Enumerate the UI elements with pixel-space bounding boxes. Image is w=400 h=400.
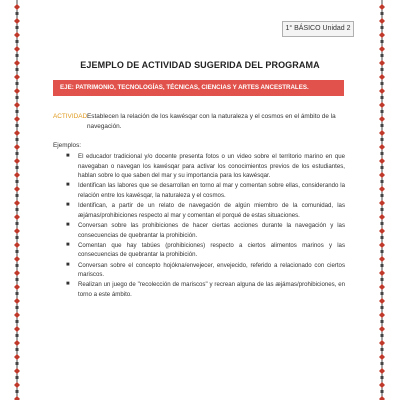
bullet-icon: ■ bbox=[66, 281, 70, 288]
bullet-icon: ■ bbox=[66, 153, 70, 159]
list-item: ■ Identifican las labores que se desarrollan en torno al mar y comentan sobre ellas, considerando la relación entre los kawésqar, la naturaleza y el cosmos. bbox=[66, 182, 345, 199]
list-item: ■ Conversan sobre las prohibiciones de hacer ciertas acciones durante la navegación y las consecuencias de quebrantar la prohibición. bbox=[66, 221, 345, 239]
activity-label: ACTIVIDAD: bbox=[53, 113, 89, 120]
examples-list bbox=[55, 152, 345, 300]
examples-label: Ejemplos: bbox=[53, 142, 82, 149]
list-item: ■ Identifican, a partir de un relato de navegación de algún miembro de la comunidad, las æjámas/prohibiciones respecto al mar y comentan el porqué de estas situaciones. bbox=[66, 202, 345, 219]
activity-block bbox=[53, 112, 353, 132]
bullet-icon: ■ bbox=[66, 182, 70, 189]
list-item: ■ Conversan sobre el concepto hojókna/envejecer, envejecido, referido a relacionado con ciertos mariscos. bbox=[66, 261, 345, 279]
page-title: EJEMPLO DE ACTIVIDAD SUGERIDA DEL PROGRAMA bbox=[80, 60, 320, 70]
eje-banner: EJE: PATRIMONIO, TECNOLOGÍAS, TÉCNICAS, CIENCIAS Y ARTES ANCESTRALES. bbox=[53, 80, 344, 96]
grade-unit-badge: 1° BÁSICO Unidad 2 bbox=[282, 21, 354, 37]
list-item: ■ Comentan que hay tabúes (prohibiciones) respecto a ciertos alimentos marinos y las consecuencias de quebrantar la prohibición. bbox=[66, 241, 345, 259]
bullet-icon: ■ bbox=[66, 241, 70, 248]
activity-text: Establecen la relación de los kawésqar con la naturaleza y el cosmos en el ámbito de la navegación. bbox=[87, 113, 336, 130]
bullet-icon: ■ bbox=[66, 261, 70, 268]
bullet-icon: ■ bbox=[66, 202, 70, 209]
list-item: ■ Realizan un juego de "recolección de mariscos" y recrean alguna de las æjámas/prohibiciones, en torno a este ámbito. bbox=[66, 281, 345, 298]
bullet-icon: ■ bbox=[66, 221, 70, 228]
list-item: ■ El educador tradicional y/o docente presenta fotos o un video sobre el territorio marino en que navegaban o navegan los kawésqar para activar los conocimientos previos de los estudiantes, hablan sobre lo que saben del mar y su importancia para los kawésqar. bbox=[66, 153, 345, 180]
